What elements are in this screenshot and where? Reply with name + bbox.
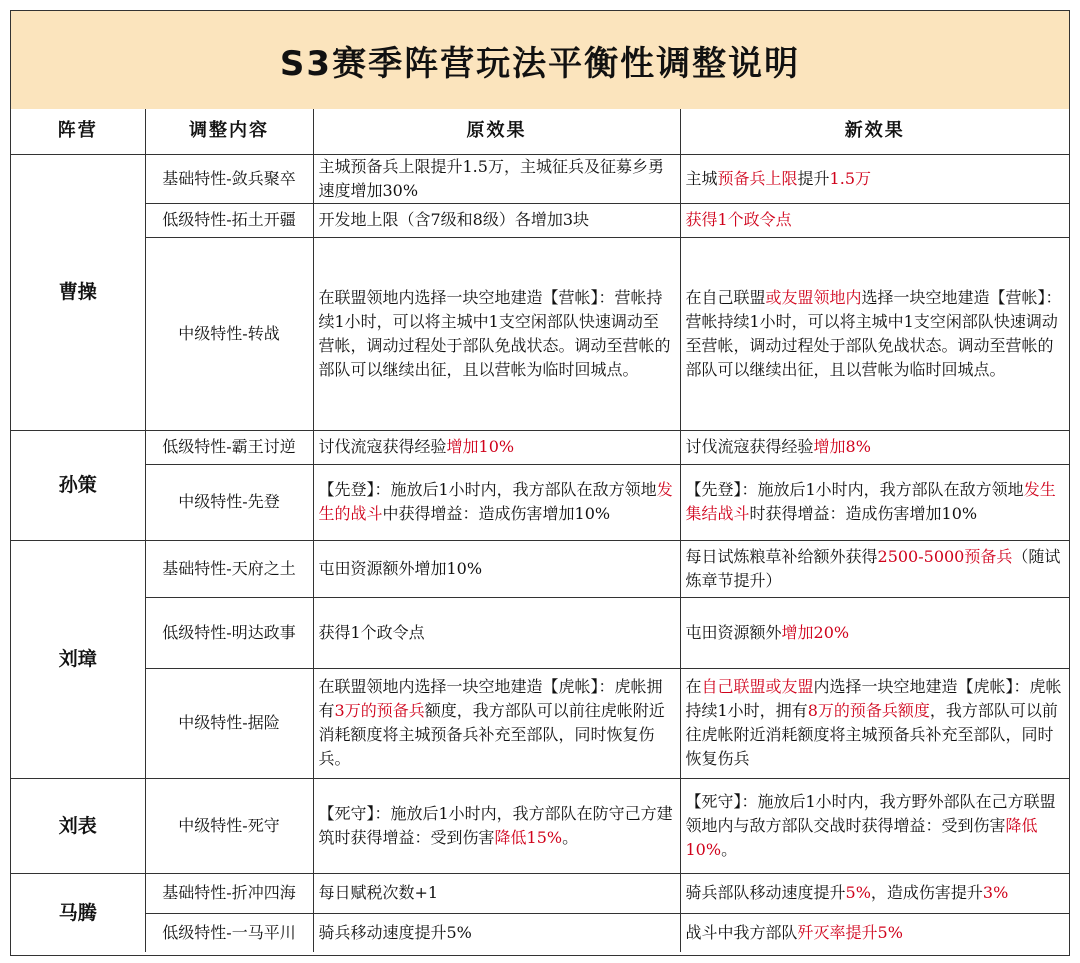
feature-cell: 低级特性-明达政事: [145, 597, 313, 668]
new-effect-cell: [680, 913, 1069, 952]
effect-text: 每日赋税次数+1: [318, 883, 439, 902]
feature-cell: 中级特性-死守: [145, 778, 313, 873]
original-effect-cell: [313, 668, 680, 778]
effect-text: 【死守】：施放后1小时内，我方野外部队在己方联盟领地内与敌方部队交战时获得增益：受到伤害: [685, 791, 1056, 835]
table-row: [11, 540, 1069, 597]
header-camp: 阵营: [11, 109, 145, 154]
page-title: S3赛季阵营玩法平衡性调整说明: [279, 43, 801, 84]
table-row: [11, 464, 1069, 540]
effect-text: ，造成伤害提升: [870, 883, 983, 902]
original-effect-cell: [313, 913, 680, 952]
original-effect-cell: [313, 540, 680, 597]
effect-text: 提升: [797, 168, 830, 188]
table-body: [11, 154, 1069, 952]
effect-text: 中获得增益：造成伤害增加10%: [382, 504, 611, 523]
new-effect-cell: [680, 154, 1069, 203]
highlight-text: 增加8%: [813, 437, 871, 456]
effect-text: 时获得增益：造成伤害增加10%: [749, 504, 978, 523]
balance-table: [11, 109, 1069, 952]
camp-cell: 刘璋: [11, 540, 145, 778]
effect-text: 内选择一块空地建造【虎帐】：虎帐持续1小时，拥有: [685, 677, 1062, 720]
header-original-effect: 原效果: [313, 109, 680, 154]
highlight-text: 降低10%: [685, 815, 1038, 859]
new-effect-cell: [680, 203, 1069, 237]
highlight-text: 预备兵上限: [717, 168, 798, 188]
camp-cell: 曹操: [11, 154, 145, 430]
title-banner: [11, 11, 1069, 110]
feature-cell: 低级特性-拓土开疆: [145, 203, 313, 237]
header-adjustment: 调整内容: [145, 109, 313, 154]
effect-text: 主城预备兵上限提升1.5万，主城征兵及征募乡勇速度增加30%: [318, 156, 664, 200]
highlight-text: 2500-5000预备兵: [877, 546, 1013, 566]
feature-cell: 基础特性-天府之土: [145, 540, 313, 597]
effect-text: 在联盟领地内选择一块空地建造【营帐】：营帐持续1小时，可以将主城中1支空闲部队快速调动至营帐，调动过程处于部队免战状态。调动至营帐的部队可以继续出征，且以营帐为临时回城点。: [318, 287, 671, 379]
effect-text: 在联盟领地内选择一块空地建造【虎帐】：虎帐拥有: [318, 677, 663, 720]
effect-text: 【先登】：施放后1小时内，我方部队在敌方领地: [318, 480, 657, 499]
effect-text: 获得1个政令点: [318, 622, 425, 642]
effect-text: 【死守】：施放后1小时内，我方部队在防守己方建筑时获得增益：受到伤害: [318, 803, 673, 847]
highlight-text: 1.5万: [829, 168, 871, 188]
feature-cell: 中级特性-转战: [145, 237, 313, 430]
highlight-text: 8万的预备兵额度: [807, 701, 930, 720]
camp-cell: 马腾: [11, 873, 145, 952]
effect-text: 屯田资源额外增加10%: [318, 558, 483, 578]
table-row: [11, 668, 1069, 778]
header-new-effect: 新效果: [680, 109, 1069, 154]
table-row: [11, 154, 1069, 203]
effect-text: 战斗中我方部队: [685, 922, 798, 942]
effect-text: 额度，我方部队可以前往虎帐附近消耗额度将主城预备兵补充至部队，同时恢复伤兵。: [318, 701, 665, 768]
new-effect-cell: [680, 237, 1069, 430]
new-effect-cell: [680, 464, 1069, 540]
table-row: [11, 913, 1069, 952]
effect-text: 【先登】：施放后1小时内，我方部队在敌方领地: [685, 480, 1024, 499]
feature-cell: 低级特性-一马平川: [145, 913, 313, 952]
highlight-text: 或友盟领地内: [765, 287, 862, 307]
new-effect-cell: [680, 668, 1069, 778]
feature-cell: 中级特性-据险: [145, 668, 313, 778]
highlight-text: 发生集结战斗: [685, 480, 1056, 523]
effect-text: 讨伐流寇获得经验: [318, 437, 447, 456]
original-effect-cell: [313, 237, 680, 430]
table-row: [11, 237, 1069, 430]
highlight-text: 3%: [982, 883, 1009, 902]
highlight-text: 5%: [845, 883, 871, 902]
original-effect-cell: [313, 430, 680, 464]
effect-text: ，我方部队可以前往虎帐附近消耗额度将主城预备兵补充至部队，同时恢复伤兵: [685, 701, 1058, 768]
original-effect-cell: [313, 778, 680, 873]
highlight-text: 歼灭率提升5%: [797, 922, 903, 942]
highlight-text: 获得1个政令点: [685, 210, 792, 229]
camp-cell: 刘表: [11, 778, 145, 873]
new-effect-cell: [680, 430, 1069, 464]
effect-text: 开发地上限（含7级和8级）各增加3块: [318, 210, 590, 229]
new-effect-cell: [680, 597, 1069, 668]
camp-cell: 孙策: [11, 430, 145, 540]
original-effect-cell: [313, 464, 680, 540]
effect-text: 在: [685, 677, 702, 696]
original-effect-cell: [313, 154, 680, 203]
header-row: [11, 109, 1069, 154]
new-effect-cell: [680, 778, 1069, 873]
highlight-text: 降低15%: [494, 827, 563, 847]
highlight-text: 增加20%: [781, 622, 850, 642]
original-effect-cell: [313, 873, 680, 913]
feature-cell: 中级特性-先登: [145, 464, 313, 540]
original-effect-cell: [313, 597, 680, 668]
highlight-text: 自己联盟或友盟: [701, 677, 814, 696]
effect-text: 。: [721, 839, 738, 859]
original-effect-cell: [313, 203, 680, 237]
new-effect-cell: [680, 540, 1069, 597]
effect-text: 选择一块空地建造【营帐】：营帐持续1小时，可以将主城中1支空闲部队快速调动至营帐，调动过程处于部队免战状态。调动至营帐的部队可以继续出征，且以营帐为临时回城点。: [685, 287, 1062, 379]
effect-text: （随试炼章节提升）: [685, 546, 1061, 590]
adjustment-sheet: [10, 10, 1070, 956]
table-row: [11, 873, 1069, 913]
table-row: [11, 430, 1069, 464]
highlight-text: 增加10%: [446, 437, 515, 456]
effect-text: 主城: [685, 168, 718, 188]
table-row: [11, 203, 1069, 237]
table-row: [11, 778, 1069, 873]
feature-cell: 基础特性-折冲四海: [145, 873, 313, 913]
feature-cell: 低级特性-霸王讨逆: [145, 430, 313, 464]
effect-text: 屯田资源额外: [685, 622, 782, 642]
effect-text: 讨伐流寇获得经验: [685, 437, 814, 456]
new-effect-cell: [680, 873, 1069, 913]
highlight-text: 3万的预备兵: [334, 701, 425, 720]
feature-cell: 基础特性-敛兵聚卒: [145, 154, 313, 203]
effect-text: 骑兵移动速度提升5%: [318, 922, 472, 942]
highlight-text: 发生的战斗: [318, 480, 673, 523]
effect-text: 骑兵部队移动速度提升: [685, 883, 846, 902]
table-row: [11, 597, 1069, 668]
effect-text: 在自己联盟: [685, 287, 766, 307]
effect-text: 。: [562, 827, 579, 847]
effect-text: 每日试炼粮草补给额外获得: [685, 546, 878, 566]
